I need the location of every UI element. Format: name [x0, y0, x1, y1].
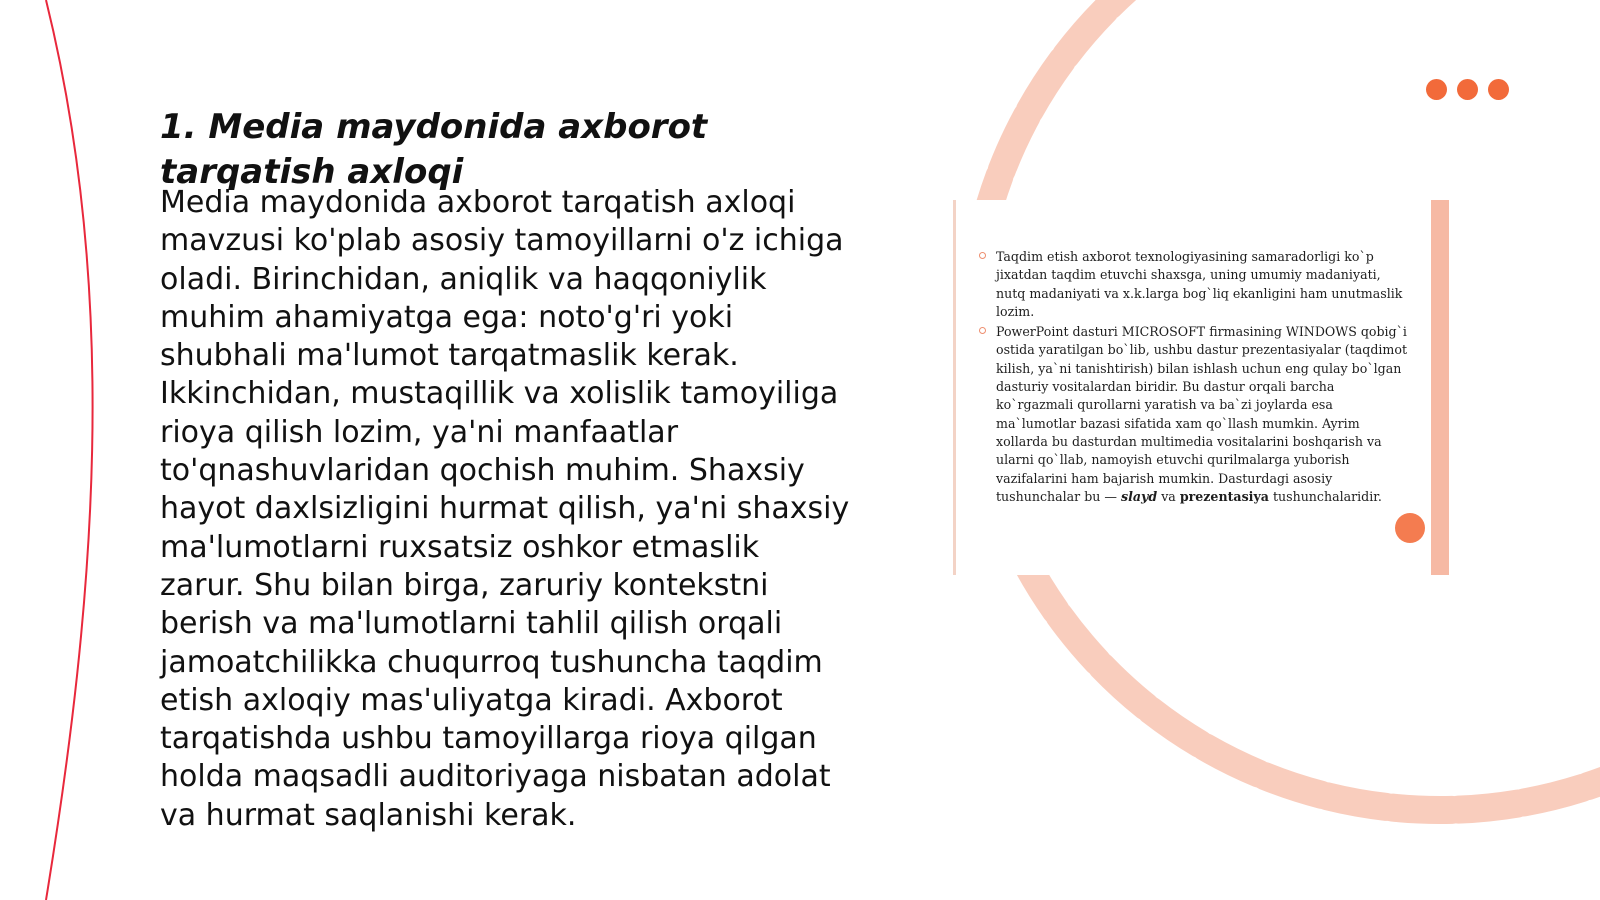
bullet-circle-icon: [979, 252, 986, 259]
card-left-edge: [953, 200, 956, 575]
term-prezentasiya: prezentasiya: [1179, 488, 1269, 504]
card-orange-dot: [1395, 513, 1425, 543]
dot-icon: [1426, 79, 1447, 100]
image-bullet-list: [979, 248, 1409, 508]
slide-title: 1. Media maydonida axborot tarqatish axloqi: [160, 107, 708, 192]
image-bullet-2-text: PowerPoint dasturi MICROSOFT firmasining WINDOWS qobig`i ostida yaratilgan bo`lib, ushbu dastur prezentasiyalar (taqdimot kilish, ya`ni tanishtirish) bilan ishlash uchun eng qulay bo`lgan dasturiy vositalardan biridir. Bu dastur orqali barcha ko`rgazmali qurollarni yaratish va ba`zi joylarda esa ma`lumotlar bazasi sifatida xam qo`llash mumkin. Ayrim xollarda bu dasturdan multimedia vositalarini boshqarish va ularni qo`llab, namoyish etuvchi qurilmalarga yuborish vazifalarini ham bajarish mumkin. Dasturdagi asosiy tushunchalar bu —: [996, 324, 1408, 504]
left-red-line: [46, 0, 93, 900]
card-accent-bar: [1431, 200, 1449, 575]
image-bullet-2-tail: tushunchalaridir.: [1272, 488, 1382, 504]
embedded-slide-image: [953, 200, 1449, 575]
term-joiner: va: [1161, 488, 1176, 504]
dot-icon: [1457, 79, 1478, 100]
term-slayd: slayd: [1121, 488, 1158, 504]
image-bullet-1: [979, 248, 1409, 321]
image-bullet-1-text: Taqdim etish axborot texnologiyasining samaradorligi ko`p jixatdan taqdim etuvchi shaxsga, uning umumiy madaniyati, nutq madaniyati va x.k.larga bog`liq ekanligini ham unutmaslik lozim.: [996, 249, 1403, 319]
slide-body-text: Media maydonida axborot tarqatish axloqi mavzusi ko'plab asosiy tamoyillarni o'z ichiga oladi. Birinchidan, aniqlik va haqqoniylik muhim ahamiyatga ega: noto'g'ri yoki shubhali ma'lumot tarqatmaslik kerak. Ikkinchidan, mustaqillik va xolislik tamoyiliga rioya qilish lozim, ya'ni manfaatlar to'qnashuvlaridan qochish muhim. Shaxsiy hayot daxlsizligini hurmat qilish, ya'ni shaxsiy ma'lumotlarni ruxsatsiz oshkor etmaslik zarur. Shu bilan birga, zaruriy kontekstni berish va ma'lumotlarni tahlil qilish orqali jamoatchilikka chuqurroq tushuncha taqdim etish axloqiy mas'uliyatga kiradi. Axborot tarqatishda ushbu tamoyillarga rioya qilgan holda maqsadli auditoriyaga nisbatan adolat va hurmat saqlanishi kerak.: [160, 185, 850, 833]
dot-icon: [1488, 79, 1509, 100]
image-bullet-2: [979, 323, 1409, 506]
bullet-circle-icon: [979, 327, 986, 334]
